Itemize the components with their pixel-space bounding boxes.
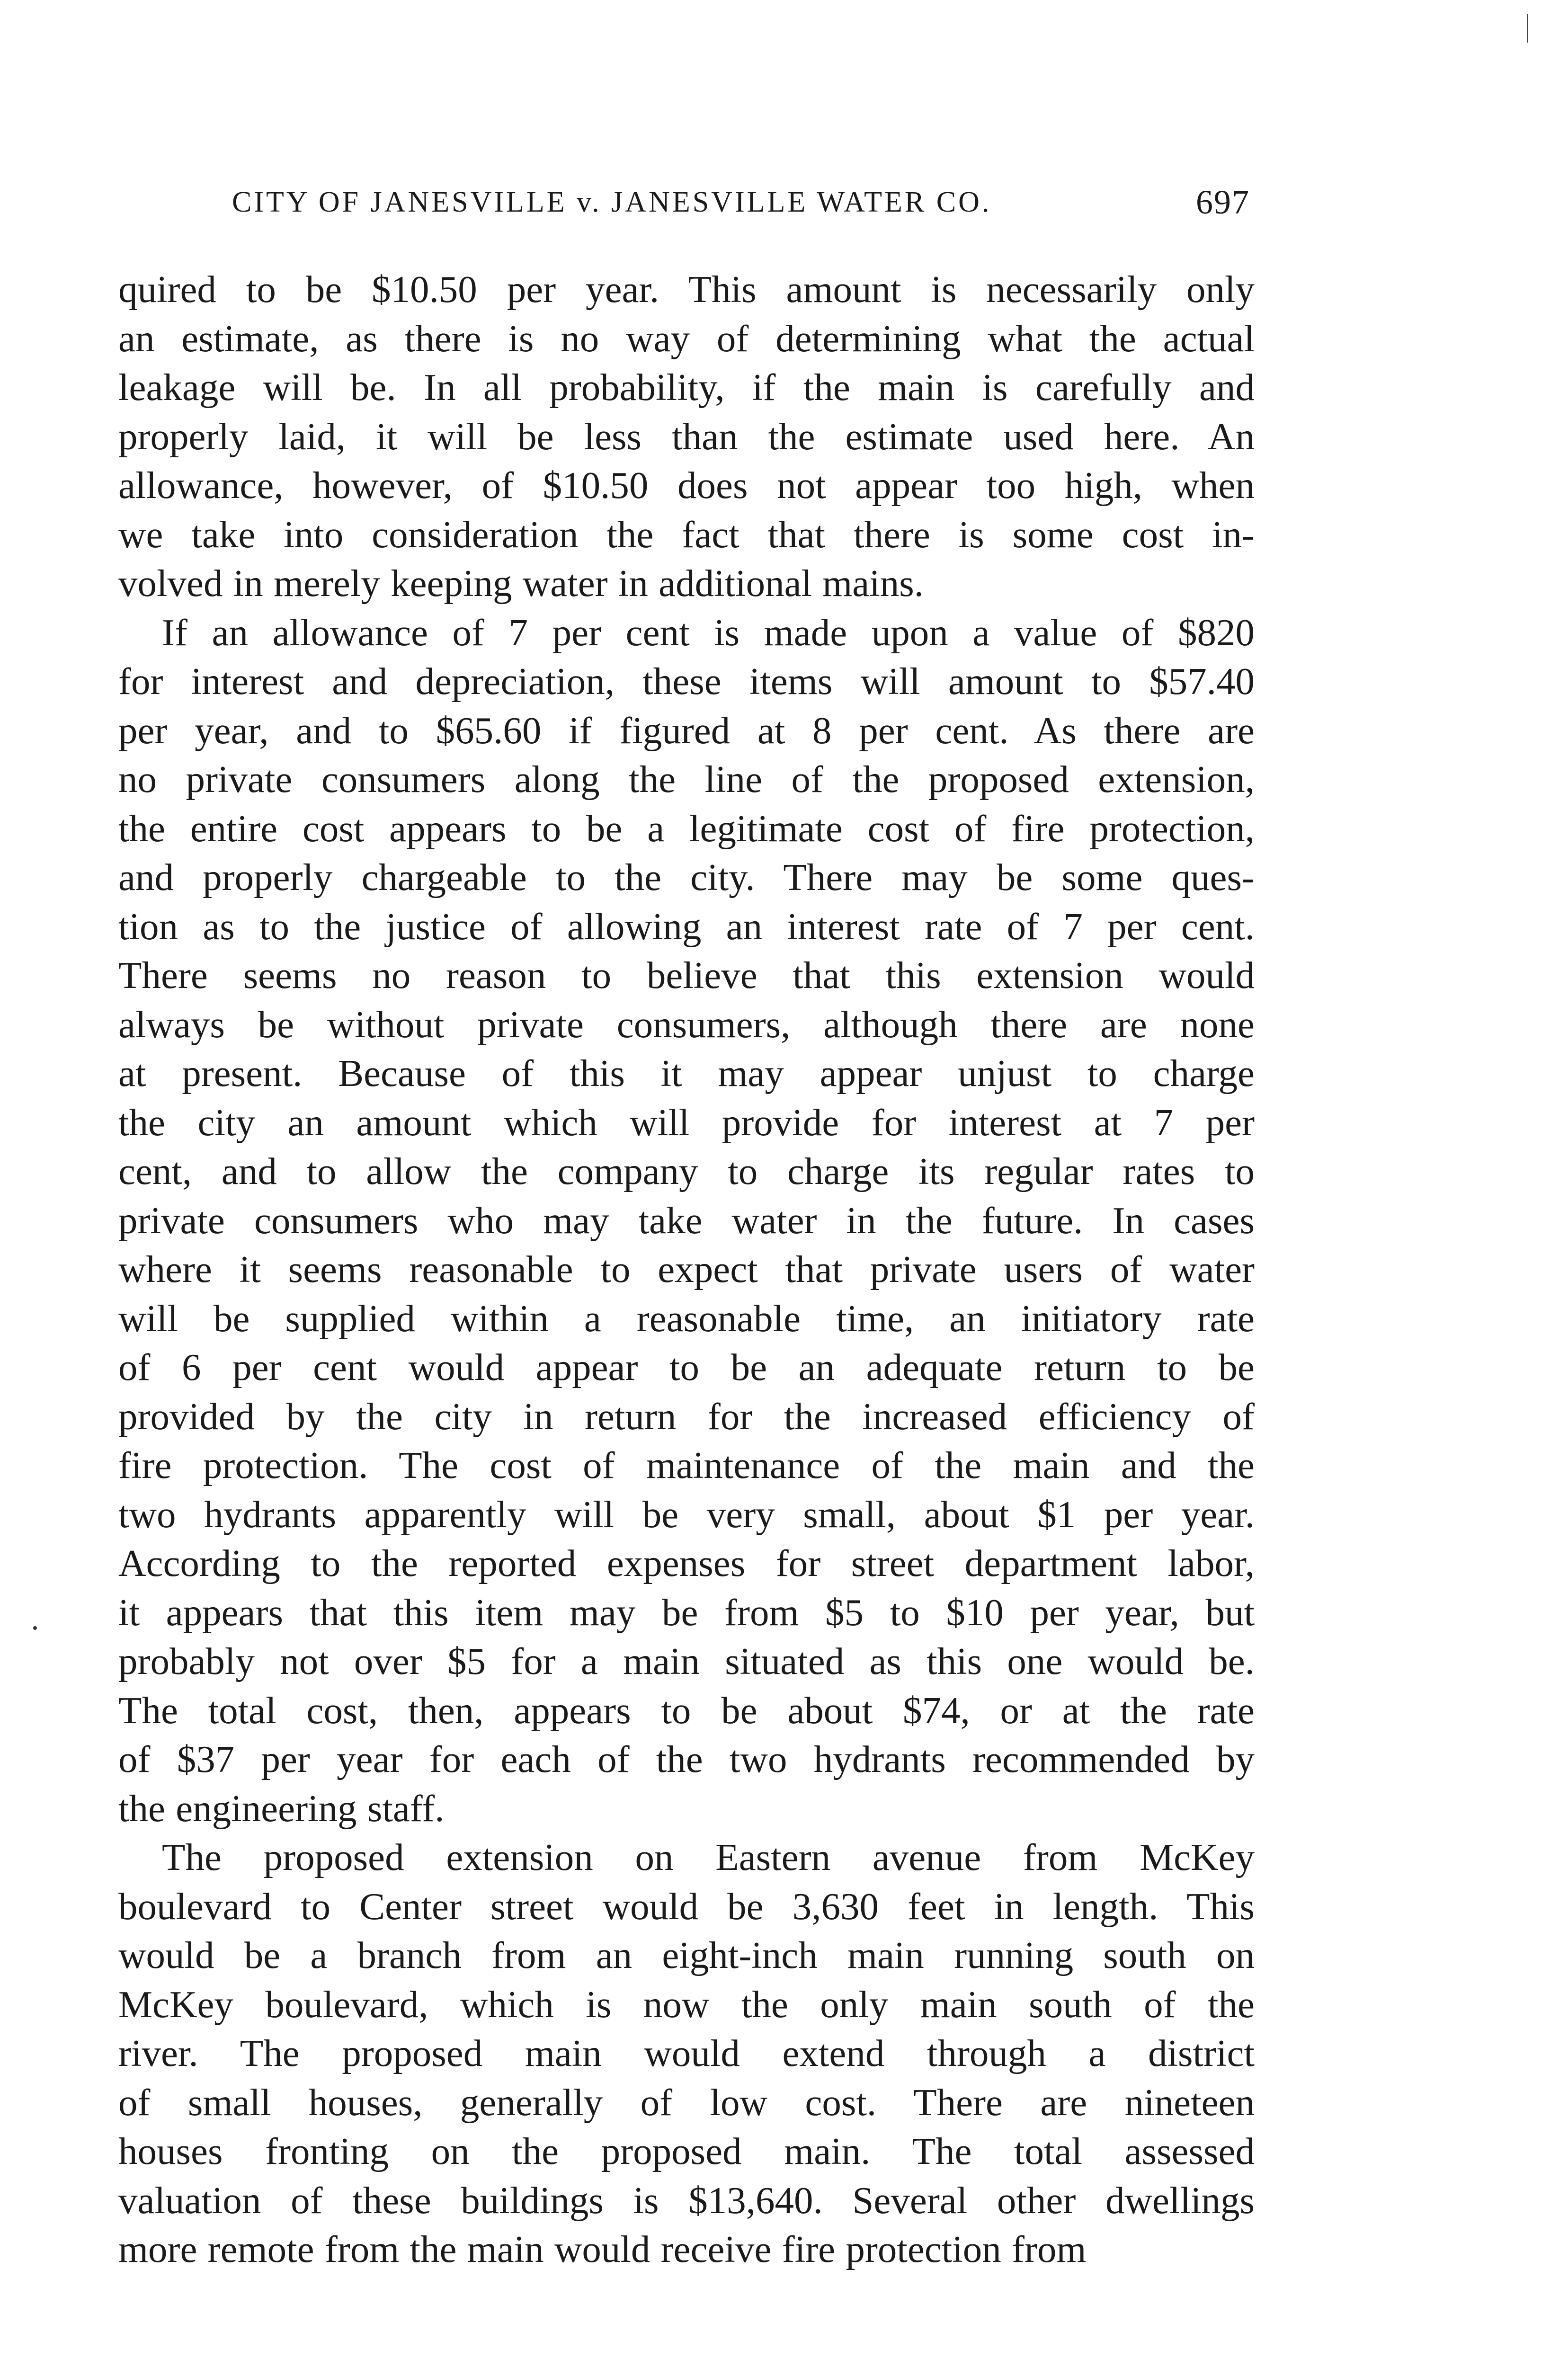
text-line: the entire cost appears to be a legitimate cost of fire protection,: [118, 807, 1255, 850]
text-line: where it seems reasonable to expect that private users of water: [118, 1248, 1255, 1290]
text-line: houses fronting on the proposed main. The total assessed: [118, 2130, 1255, 2172]
text-line: per year, and to $65.60 if figured at 8 per cent. As there are: [118, 709, 1255, 752]
text-line: we take into consideration the fact that there is some cost in-: [118, 513, 1255, 556]
text-line: it appears that this item may be from $5 to $10 per year, but: [118, 1591, 1255, 1634]
text-line: will be supplied within a reasonable time, an initiatory rate: [118, 1297, 1255, 1340]
text-line: The proposed extension on Eastern avenue from McKey: [162, 1836, 1255, 1878]
text-line: There seems no reason to believe that this extension would: [118, 954, 1255, 997]
text-line: would be a branch from an eight-inch main running south on: [118, 1934, 1255, 1976]
text-line: The total cost, then, appears to be about $74, or at the rate: [118, 1689, 1255, 1732]
text-line: boulevard to Center street would be 3,630 feet in length. This: [118, 1885, 1255, 1928]
text-line: cent, and to allow the company to charge its regular rates to: [118, 1150, 1255, 1192]
text-line: private consumers who may take water in the future. In cases: [118, 1199, 1255, 1242]
text-line: of small houses, generally of low cost. There are nineteen: [118, 2081, 1255, 2124]
text-line: for interest and depreciation, these items will amount to $57.40: [118, 660, 1255, 703]
text-line: quired to be $10.50 per year. This amount is necessarily only: [118, 268, 1255, 311]
text-line: at present. Because of this it may appear unjust to charge: [118, 1052, 1255, 1095]
text-line: fire protection. The cost of maintenance of the main and the: [118, 1444, 1255, 1486]
body-text: [118, 265, 1255, 2274]
margin-speck: [33, 1626, 37, 1630]
text-line: probably not over $5 for a main situated as this one would be.: [118, 1640, 1255, 1682]
text-line: no private consumers along the line of the proposed extension,: [118, 758, 1255, 801]
text-line: leakage will be. In all probability, if the main is carefully and: [118, 366, 1255, 409]
text-line: and properly chargeable to the city. There may be some ques-: [118, 856, 1255, 899]
text-line: always be without private consumers, although there are none: [118, 1003, 1255, 1046]
page-number: 697: [1196, 183, 1250, 221]
text-line: tion as to the justice of allowing an interest rate of 7 per cent.: [118, 905, 1255, 948]
text-line: more remote from the main would receive fire protection from: [118, 2228, 1087, 2270]
text-line: volved in merely keeping water in additional mains.: [118, 562, 924, 605]
text-line: an estimate, as there is no way of determining what the actual: [118, 317, 1255, 360]
text-line: McKey boulevard, which is now the only main south of the: [118, 1983, 1255, 2026]
text-line: of $37 per year for each of the two hydrants recommended by: [118, 1738, 1255, 1780]
text-line: the city an amount which will provide for interest at 7 per: [118, 1101, 1255, 1144]
text-line: of 6 per cent would appear to be an adequate return to be: [118, 1346, 1255, 1388]
text-line: allowance, however, of $10.50 does not appear too high, when: [118, 464, 1255, 507]
paragraph: [118, 1833, 1255, 2274]
text-line: valuation of these buildings is $13,640. Several other dwellings: [118, 2179, 1255, 2222]
text-line: two hydrants apparently will be very small, about $1 per year.: [118, 1493, 1255, 1536]
text-line: provided by the city in return for the increased efficiency of: [118, 1395, 1255, 1438]
text-line: river. The proposed main would extend through a district: [118, 2032, 1255, 2074]
running-head-title: CITY OF JANESVILLE v. JANESVILLE WATER CO.: [232, 186, 992, 218]
scan-edge-mark: [1527, 14, 1528, 43]
text-line: properly laid, it will be less than the estimate used here. An: [118, 415, 1255, 458]
text-line: If an allowance of 7 per cent is made upon a value of $820: [162, 611, 1255, 654]
running-head: [118, 176, 1255, 228]
paragraph: [118, 265, 1255, 608]
text-line: the engineering staff.: [118, 1787, 445, 1830]
paragraph: [118, 608, 1255, 1833]
text-line: According to the reported expenses for street department labor,: [118, 1542, 1255, 1584]
